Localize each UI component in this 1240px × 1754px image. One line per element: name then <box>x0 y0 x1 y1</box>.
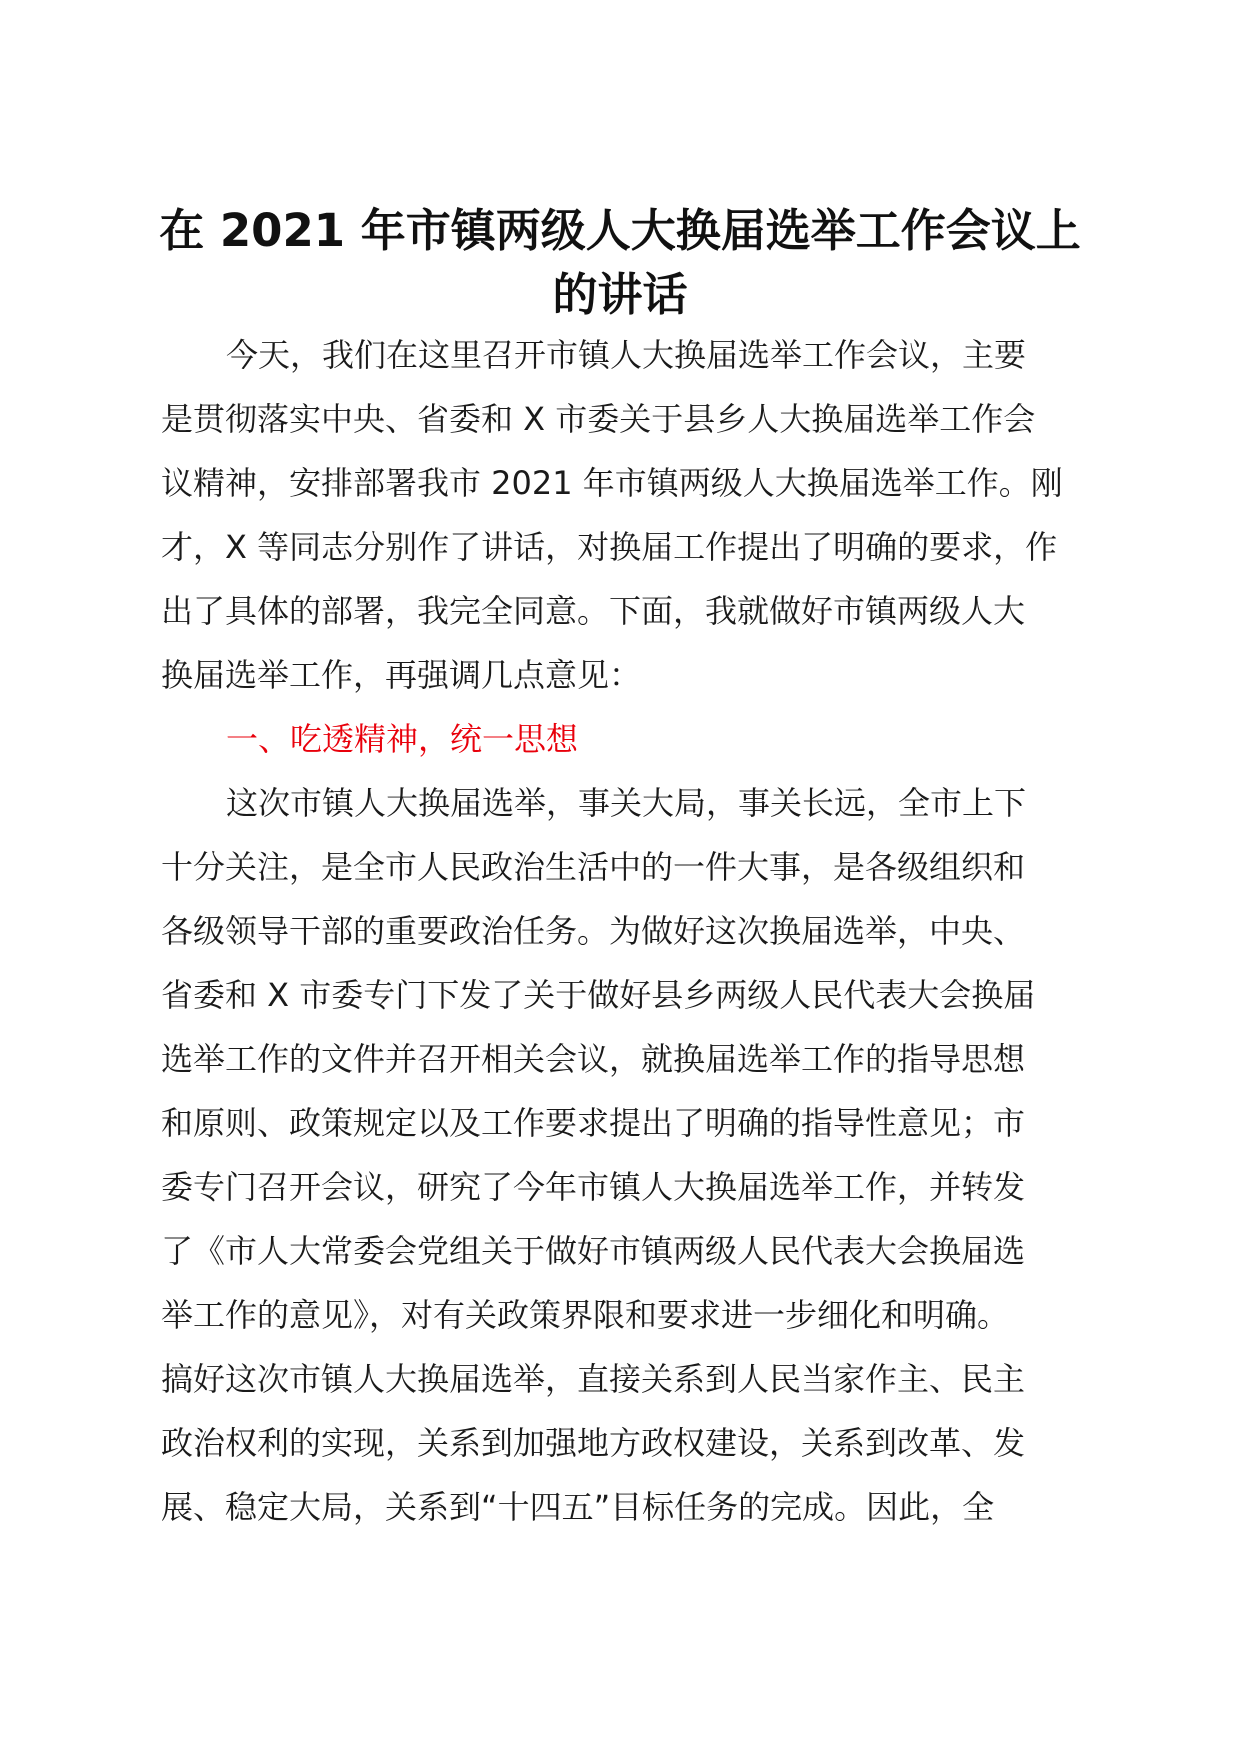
paragraph-2-line: 选举工作的文件并召开相关会议，就换届选举工作的指导思想 <box>161 1040 1026 1078</box>
paragraph-1-line: 议精神，安排部署我市 2021 年市镇两级人大换届选举工作。刚 <box>161 464 1063 502</box>
document-title-line-2: 的讲话 <box>552 268 688 321</box>
paragraph-2-line: 十分关注，是全市人民政治生活中的一件大事，是各级组织和 <box>161 848 1026 886</box>
document-title-line-1: 在 2021 年市镇两级人大换届选举工作会议上 <box>159 204 1081 257</box>
paragraph-2-line: 政治权利的实现，关系到加强地方政权建设，关系到改革、发 <box>161 1424 1026 1462</box>
paragraph-2-line: 这次市镇人大换届选举，事关大局，事关长远，全市上下 <box>226 784 1027 822</box>
paragraph-1-line: 今天，我们在这里召开市镇人大换届选举工作会议，主要 <box>226 336 1027 374</box>
paragraph-1-line: 才，X 等同志分别作了讲话，对换届工作提出了明确的要求，作 <box>161 528 1058 566</box>
paragraph-2-line: 和原则、政策规定以及工作要求提出了明确的指导性意见；市 <box>161 1104 1026 1142</box>
paragraph-1-line: 是贯彻落实中央、省委和 X 市委关于县乡人大换届选举工作会 <box>161 400 1036 438</box>
paragraph-1-line: 换届选举工作，再强调几点意见： <box>161 656 642 694</box>
paragraph-2-line: 展、稳定大局，关系到“十四五”目标任务的完成。因此，全 <box>161 1488 995 1526</box>
paragraph-2-line: 省委和 X 市委专门下发了关于做好县乡两级人民代表大会换届 <box>161 976 1036 1014</box>
paragraph-2-line: 搞好这次市镇人大换届选举，直接关系到人民当家作主、民主 <box>161 1360 1026 1398</box>
paragraph-2-line: 委专门召开会议，研究了今年市镇人大换届选举工作，并转发 <box>161 1168 1026 1206</box>
section-heading-1: 一、吃透精神，统一思想 <box>226 720 579 758</box>
paragraph-1-line: 出了具体的部署，我完全同意。下面，我就做好市镇两级人大 <box>161 592 1026 630</box>
paragraph-2-line: 各级领导干部的重要政治任务。为做好这次换届选举，中央、 <box>161 912 1026 950</box>
paragraph-2-line: 举工作的意见》，对有关政策界限和要求进一步细化和明确。 <box>161 1296 1010 1334</box>
paragraph-2-line: 了《市人大常委会党组关于做好市镇两级人民代表大会换届选 <box>161 1232 1026 1270</box>
